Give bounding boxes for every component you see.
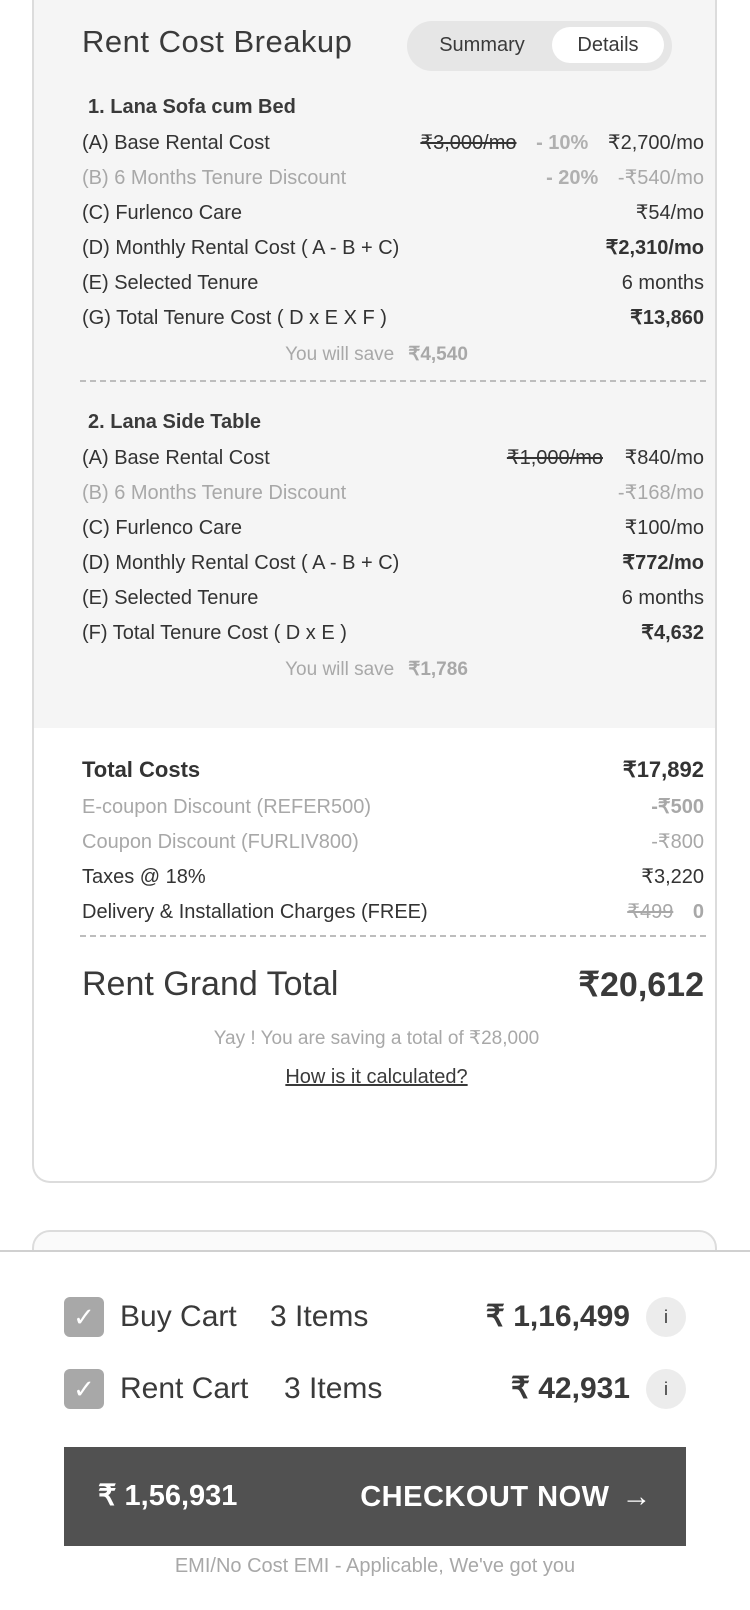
row-value: 6 months (621, 587, 704, 609)
checkout-total: ₹ 1,56,931 (98, 1480, 238, 1512)
tenure-row (82, 268, 704, 298)
discount-percent: - 20% (546, 167, 599, 189)
item-saving (34, 343, 717, 366)
cart-item-count: 3 Items (270, 1300, 369, 1333)
base-rental-row (82, 128, 704, 158)
row-label: (G) Total Tenure Cost ( D x E X F ) (82, 307, 387, 329)
row-value: 0 (692, 901, 704, 923)
rent-cart-checkbox[interactable]: ✓ (64, 1369, 104, 1409)
checkout-button[interactable] (64, 1447, 686, 1546)
original-price: ₹1,000/mo (506, 447, 603, 469)
tab-summary[interactable]: Summary (439, 34, 525, 56)
grand-total-label: Rent Grand Total (82, 965, 339, 1003)
ecoupon-row (82, 792, 704, 822)
row-value: -₹540/mo (617, 167, 704, 189)
row-label: Coupon Discount (FURLIV800) (82, 831, 359, 853)
monthly-cost-row (82, 233, 704, 263)
breakup-title: Rent Cost Breakup (82, 24, 353, 59)
row-label: (C) Furlenco Care (82, 517, 243, 539)
how-calculated-link[interactable]: How is it calculated? (285, 1066, 468, 1088)
view-toggle (407, 21, 672, 71)
emi-note: EMI/No Cost EMI - Applicable, We've got you (174, 1555, 576, 1577)
saving-label: You will save (285, 344, 395, 365)
info-icon[interactable]: i (646, 1369, 686, 1409)
row-value: ₹3,220 (641, 866, 704, 888)
row-value: -₹800 (651, 831, 704, 853)
row-value: ₹17,892 (622, 757, 704, 782)
saving-label: You will save (285, 659, 395, 680)
tenure-discount-row (82, 478, 704, 508)
row-value: -₹168/mo (617, 482, 704, 504)
delivery-row (82, 897, 704, 927)
row-label: Delivery & Installation Charges (FREE) (82, 901, 428, 923)
row-value: ₹840/mo (624, 447, 704, 469)
arrow-right-icon: → (621, 1480, 652, 1513)
care-row (82, 513, 704, 543)
row-value: ₹772/mo (622, 552, 704, 574)
row-label: (A) Base Rental Cost (82, 447, 270, 469)
total-saving-note: Yay ! You are saving a total of ₹28,000 (213, 1028, 540, 1049)
row-label: E-coupon Discount (REFER500) (82, 796, 372, 818)
cart-price: ₹ 1,16,499 (485, 1300, 630, 1333)
row-label: (C) Furlenco Care (82, 202, 243, 224)
original-price: ₹499 (627, 901, 674, 923)
total-costs-row (82, 755, 704, 785)
row-value: 6 months (621, 272, 704, 294)
rent-cart-row (64, 1369, 686, 1409)
base-rental-row (82, 443, 704, 473)
total-tenure-row (82, 303, 704, 333)
row-label: (E) Selected Tenure (82, 587, 259, 609)
row-value: -₹500 (651, 796, 704, 818)
row-value: ₹54/mo (635, 202, 704, 224)
row-value: ₹13,860 (630, 307, 704, 329)
buy-cart-row (64, 1297, 686, 1337)
item-title: 1. Lana Sofa cum Bed (88, 96, 296, 118)
row-label: (E) Selected Tenure (82, 272, 259, 294)
total-tenure-row (82, 618, 704, 648)
cart-item-count: 3 Items (284, 1372, 383, 1405)
checkout-label: CHECKOUT NOW (360, 1481, 610, 1513)
row-label: (F) Total Tenure Cost ( D x E ) (82, 622, 347, 644)
saving-value: ₹4,540 (408, 344, 468, 365)
how-calculated-row (34, 1066, 717, 1089)
cart-name: Buy Cart (120, 1300, 237, 1333)
tab-details[interactable]: Details (552, 27, 664, 63)
info-icon[interactable]: i (646, 1297, 686, 1337)
row-value: ₹100/mo (624, 517, 704, 539)
row-label: (D) Monthly Rental Cost ( A - B + C) (82, 237, 400, 259)
monthly-cost-row (82, 548, 704, 578)
row-label: Taxes @ 18% (82, 866, 206, 888)
discount-percent: - 10% (536, 132, 589, 154)
care-row (82, 198, 704, 228)
grand-total-row (82, 965, 704, 1009)
taxes-row (82, 862, 704, 892)
row-value: ₹4,632 (641, 622, 704, 644)
rent-breakup-card (32, 0, 717, 1183)
row-label: Total Costs (82, 757, 201, 782)
coupon-row (82, 827, 704, 857)
tenure-row (82, 583, 704, 613)
divider (80, 380, 706, 382)
cart-name: Rent Cart (120, 1372, 249, 1405)
item-title: 2. Lana Side Table (88, 411, 262, 433)
buy-cart-checkbox[interactable]: ✓ (64, 1297, 104, 1337)
row-label: (A) Base Rental Cost (82, 132, 270, 154)
row-label: (B) 6 Months Tenure Discount (82, 482, 347, 504)
divider (80, 935, 706, 937)
row-label: (D) Monthly Rental Cost ( A - B + C) (82, 552, 400, 574)
saving-value: ₹1,786 (408, 659, 468, 680)
original-price: ₹3,000/mo (420, 132, 517, 154)
grand-total-value: ₹20,612 (578, 966, 704, 1004)
row-value: ₹2,310/mo (605, 237, 704, 259)
item-saving (34, 658, 717, 681)
row-label: (B) 6 Months Tenure Discount (82, 167, 347, 189)
row-value: ₹2,700/mo (607, 132, 704, 154)
cart-price: ₹ 42,931 (510, 1372, 630, 1405)
tenure-discount-row (82, 163, 704, 193)
